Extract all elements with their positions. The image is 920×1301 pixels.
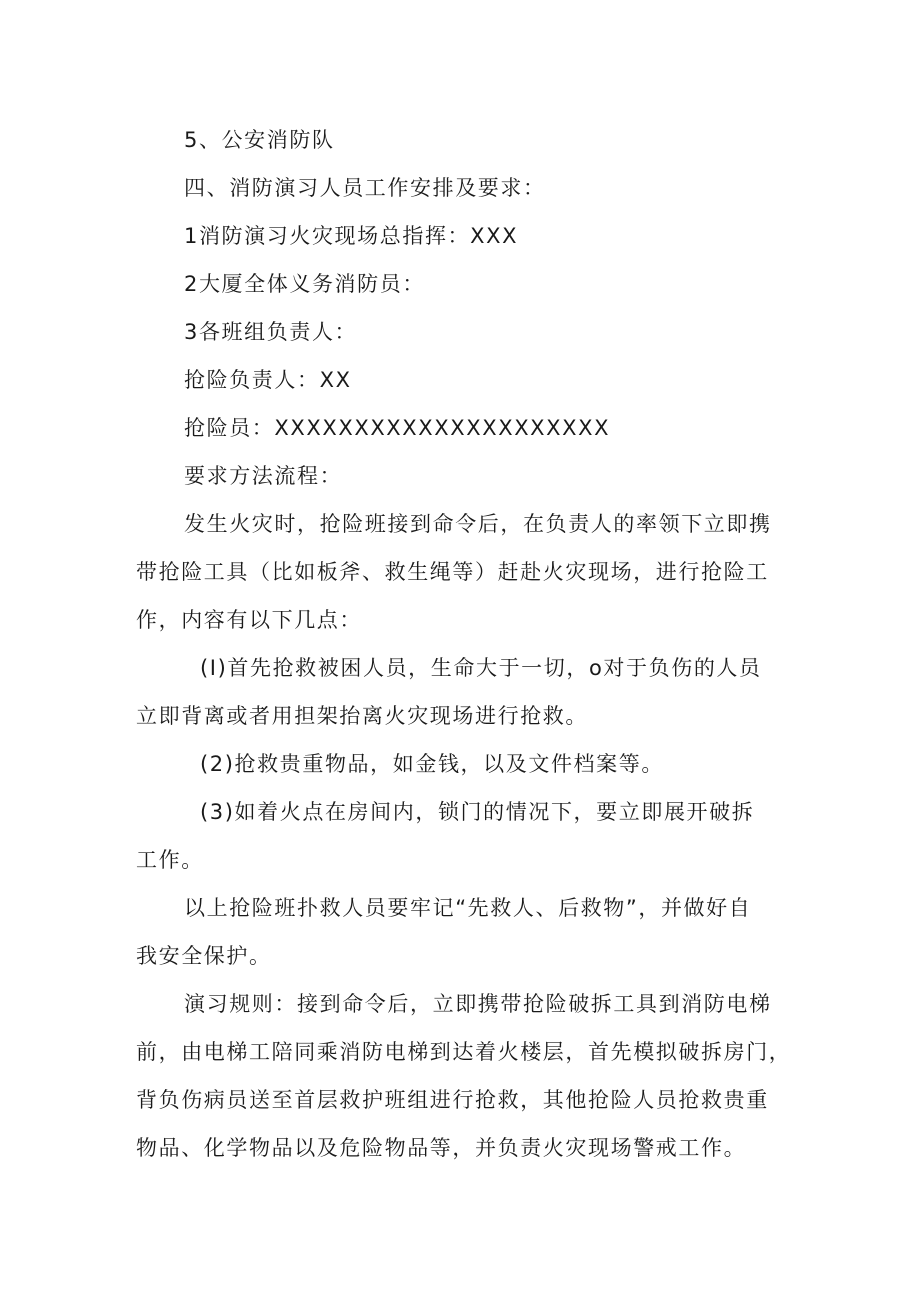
list-item-commander: 1消防演习火灾现场总指挥：XXX bbox=[184, 224, 519, 248]
paragraph-line: (I)首先抢救被困人员，生命大于一切，o对于负伤的人员 bbox=[200, 656, 762, 680]
paragraph-line: 物品、化学物品以及危险物品等，并负责火灾现场警戒工作。 bbox=[136, 1136, 747, 1160]
paragraph-line: 我安全保护。 bbox=[136, 944, 272, 968]
section-heading: 四、消防演习人员工作安排及要求： bbox=[184, 176, 546, 200]
paragraph-line: (3)如着火点在房间内，锁门的情况下，要立即展开破拆 bbox=[200, 800, 755, 824]
procedure-heading: 要求方法流程： bbox=[184, 464, 343, 488]
list-item-fire-brigade: 5、公安消防队 bbox=[184, 128, 335, 152]
paragraph-line: (2)抢救贵重物品，如金钱，以及文件档案等。 bbox=[200, 752, 664, 776]
list-item-volunteers: 2大厦全体义务消防员： bbox=[184, 272, 425, 296]
paragraph-line: 背负伤病员送至首层救护班组进行抢救，其他抢险人员抢救贵重 bbox=[136, 1088, 769, 1112]
rescue-leader-line: 抢险负责人：XX bbox=[184, 368, 352, 392]
rescue-members-line: 抢险员：XXXXXXXXXXXXXXXXXXXXX bbox=[184, 416, 611, 440]
paragraph-line: 带抢险工具（比如板斧、救生绳等）赶赴火灾现场，进行抢险工 bbox=[136, 560, 769, 584]
paragraph-line: 以上抢险班扑救人员要牢记“先救人、后救物”，并做好自 bbox=[184, 896, 752, 920]
paragraph-line: 工作。 bbox=[136, 848, 204, 872]
paragraph-line: 前，由电梯工陪同乘消防电梯到达着火楼层，首先模拟破拆房门， bbox=[136, 1040, 792, 1064]
list-item-team-leaders: 3各班组负责人： bbox=[184, 320, 358, 344]
paragraph-line: 发生火灾时，抢险班接到命令后，在负责人的率领下立即携 bbox=[184, 512, 772, 536]
paragraph-line: 演习规则：接到命令后，立即携带抢险破拆工具到消防电梯 bbox=[184, 992, 772, 1016]
paragraph-line: 立即背离或者用担架抬离火灾现场进行抢救。 bbox=[136, 704, 588, 728]
paragraph-line: 作，内容有以下几点： bbox=[136, 608, 362, 632]
